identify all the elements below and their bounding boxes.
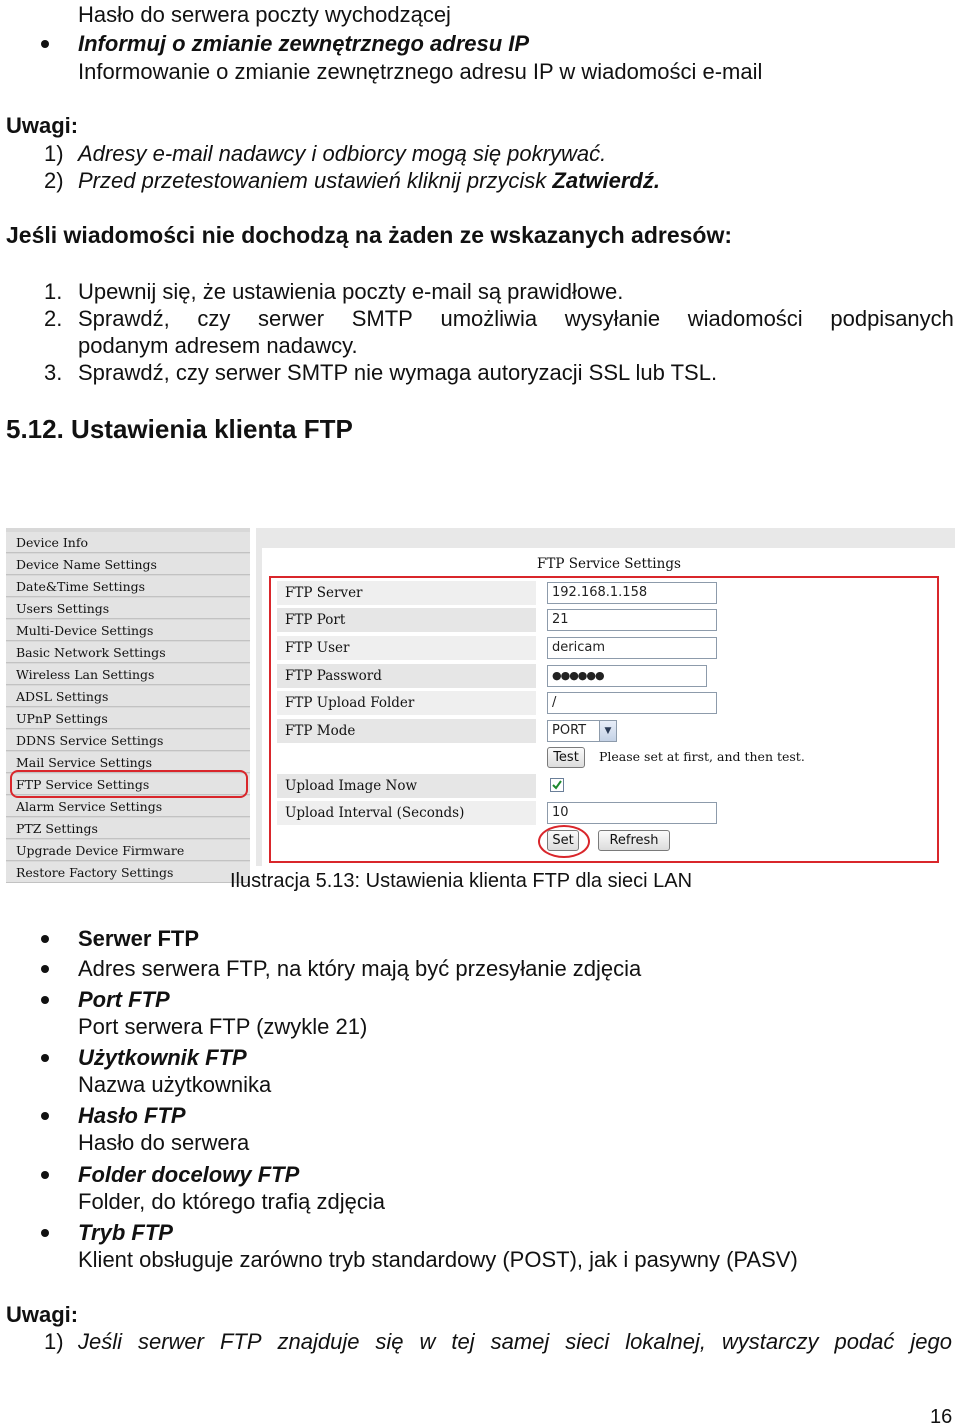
sidebar-item-mail-service[interactable]: Mail Service Settings xyxy=(6,752,250,773)
bullet-icon xyxy=(41,1229,49,1237)
label-upload-interval: Upload Interval (Seconds) xyxy=(277,801,536,825)
word: wysyłanie xyxy=(564,306,661,331)
ftp-mode-select[interactable] xyxy=(547,720,617,742)
ftp-password-input[interactable]: ●●●●●● xyxy=(547,665,707,687)
sidebar-item-users[interactable]: Users Settings xyxy=(6,598,250,619)
ftp-settings-panel xyxy=(262,548,955,866)
note-number: 2) xyxy=(44,168,64,193)
bullet-icon xyxy=(41,1054,49,1062)
ftp-settings-screenshot xyxy=(6,528,955,880)
notes-heading: Uwagi: xyxy=(6,113,79,138)
bullet-icon xyxy=(41,40,49,48)
figure-caption: Ilustracja 5.13: Ustawienia klienta FTP dla sieci LAN xyxy=(230,870,693,892)
settings-content-pane xyxy=(256,528,955,866)
sidebar-item-adsl[interactable]: ADSL Settings xyxy=(6,686,250,707)
upload-image-now-checkbox[interactable] xyxy=(550,778,564,792)
bullet-desc: Hasło do serwera xyxy=(78,1130,250,1155)
note-text: Adresy e-mail nadawcy i odbiorcy mogą się pokrywać. xyxy=(78,141,607,166)
sidebar-item-device-name[interactable]: Device Name Settings xyxy=(6,554,250,575)
bullet-title: Adres serwera FTP, na który mają być przesyłanie zdjęcia xyxy=(78,956,642,981)
label-upload-image-now: Upload Image Now xyxy=(277,774,536,798)
sidebar-item-alarm-service[interactable]: Alarm Service Settings xyxy=(6,796,250,817)
note-number: 1) xyxy=(44,141,64,166)
settings-sidebar xyxy=(6,528,250,880)
label-ftp-port: FTP Port xyxy=(277,608,536,632)
bullet-desc: Port serwera FTP (zwykle 21) xyxy=(78,1014,368,1039)
label-ftp-server: FTP Server xyxy=(277,581,536,605)
word: samej xyxy=(490,1329,550,1354)
sidebar-item-wireless-lan[interactable]: Wireless Lan Settings xyxy=(6,664,250,685)
bullet-title: Folder docelowy FTP xyxy=(78,1162,300,1187)
list-number: 2. xyxy=(44,306,63,331)
word: wiadomości xyxy=(687,306,803,331)
bullet-title: Użytkownik FTP xyxy=(78,1045,247,1070)
word: serwer xyxy=(137,1329,204,1354)
sidebar-item-restore-factory[interactable]: Restore Factory Settings xyxy=(6,862,250,883)
word: znajduje xyxy=(277,1329,360,1354)
check-icon xyxy=(551,779,563,791)
bullet-icon xyxy=(41,1112,49,1120)
word: SMTP xyxy=(351,306,413,331)
chevron-down-icon[interactable]: ▼ xyxy=(599,721,616,741)
panel-title: FTP Service Settings xyxy=(537,556,681,572)
list-text: podanym adresem nadawcy. xyxy=(78,333,358,358)
highlight-ring xyxy=(10,770,248,798)
word: umożliwia xyxy=(440,306,538,331)
sidebar-item-device-info[interactable]: Device Info xyxy=(6,532,250,553)
bullet-desc: Folder, do którego trafią zdjęcia xyxy=(78,1189,385,1214)
word: Sprawdź, xyxy=(78,306,170,331)
test-hint: Please set at first, and then test. xyxy=(599,749,805,764)
list-text: Sprawdź, czy serwer SMTP nie wymaga autoryzacji SSL lub TSL. xyxy=(78,360,718,385)
word: się xyxy=(375,1329,404,1354)
ftp-mode-value: PORT xyxy=(552,723,587,738)
word: podać xyxy=(834,1329,895,1354)
label-ftp-mode: FTP Mode xyxy=(277,719,536,743)
bullet-icon xyxy=(41,965,49,973)
set-button-highlight-ring xyxy=(538,825,590,858)
bullet-desc-ip-change: Informowanie o zmianie zewnętrznego adresu IP w wiadomości e-mail xyxy=(78,59,763,84)
sidebar-item-ptz[interactable]: PTZ Settings xyxy=(6,818,250,839)
sidebar-item-ftp-service[interactable]: FTP Service Settings xyxy=(6,774,250,795)
outgoing-server-password-text: Hasło do serwera poczty wychodzącej xyxy=(78,2,451,27)
sidebar-item-basic-network[interactable]: Basic Network Settings xyxy=(6,642,250,663)
bullet-title-ip-change: Informuj o zmianie zewnętrznego adresu IP xyxy=(78,31,530,56)
list-number: 1. xyxy=(44,279,63,304)
note-bold-part: Zatwierdź. xyxy=(552,168,660,193)
list-number: 3. xyxy=(44,360,63,385)
bullet-icon xyxy=(41,1171,49,1179)
list-text: Upewnij się, że ustawienia poczty e-mail są prawidłowe. xyxy=(78,279,624,304)
bullet-title: Port FTP xyxy=(78,987,170,1012)
bullet-title: Tryb FTP xyxy=(78,1220,173,1245)
note-text-part: Przed przetestowaniem ustawień kliknij przycisk xyxy=(78,168,553,193)
sidebar-item-ddns[interactable]: DDNS Service Settings xyxy=(6,730,250,751)
sidebar-item-upnp[interactable]: UPnP Settings xyxy=(6,708,250,729)
word: czy xyxy=(197,306,231,331)
word: tej xyxy=(451,1329,475,1354)
word: jego xyxy=(910,1329,952,1354)
section-title: 5.12. Ustawienia klienta FTP xyxy=(6,414,353,444)
test-button[interactable]: Test xyxy=(547,747,585,768)
word: wystarczy xyxy=(721,1329,819,1354)
word: lokalnej, xyxy=(625,1329,706,1354)
note-text-justified xyxy=(78,1331,952,1353)
word: sieci xyxy=(565,1329,610,1354)
note-number: 1) xyxy=(44,1329,64,1354)
word: serwer xyxy=(258,306,325,331)
notes-heading: Uwagi: xyxy=(6,1302,79,1327)
troubleshoot-heading: Jeśli wiadomości nie dochodzą na żaden ze wskazanych adresów: xyxy=(6,222,733,248)
sidebar-item-multi-device[interactable]: Multi-Device Settings xyxy=(6,620,250,641)
bullet-icon xyxy=(41,935,49,943)
label-ftp-user: FTP User xyxy=(277,636,536,660)
bullet-icon xyxy=(41,996,49,1004)
bullet-title: Hasło FTP xyxy=(78,1103,186,1128)
word: podpisanych xyxy=(830,306,954,331)
sidebar-item-upgrade-firmware[interactable]: Upgrade Device Firmware xyxy=(6,840,250,861)
word: FTP xyxy=(219,1329,262,1354)
page-number: 16 xyxy=(930,1406,953,1428)
bullet-desc: Nazwa użytkownika xyxy=(78,1072,272,1097)
label-ftp-password: FTP Password xyxy=(277,664,536,688)
ftp-user-input[interactable]: dericam xyxy=(547,637,717,659)
label-ftp-upload-folder: FTP Upload Folder xyxy=(277,691,536,715)
refresh-button[interactable]: Refresh xyxy=(598,830,670,851)
set-button[interactable]: Set xyxy=(547,830,579,851)
ftp-port-input[interactable]: 21 xyxy=(547,609,717,631)
word: Jeśli xyxy=(78,1329,123,1354)
upload-interval-input[interactable]: 10 xyxy=(547,802,717,824)
ftp-server-input[interactable]: 192.168.1.158 xyxy=(547,582,717,604)
list-text-justified xyxy=(78,308,954,330)
bullet-desc: Klient obsługuje zarówno tryb standardowy (POST), jak i pasywny (PASV) xyxy=(78,1247,798,1272)
note-text xyxy=(78,170,660,192)
bullet-title: Serwer FTP xyxy=(78,926,200,951)
ftp-upload-folder-input[interactable]: / xyxy=(547,692,717,714)
word: w xyxy=(419,1329,436,1354)
sidebar-item-date-time[interactable]: Date&Time Settings xyxy=(6,576,250,597)
